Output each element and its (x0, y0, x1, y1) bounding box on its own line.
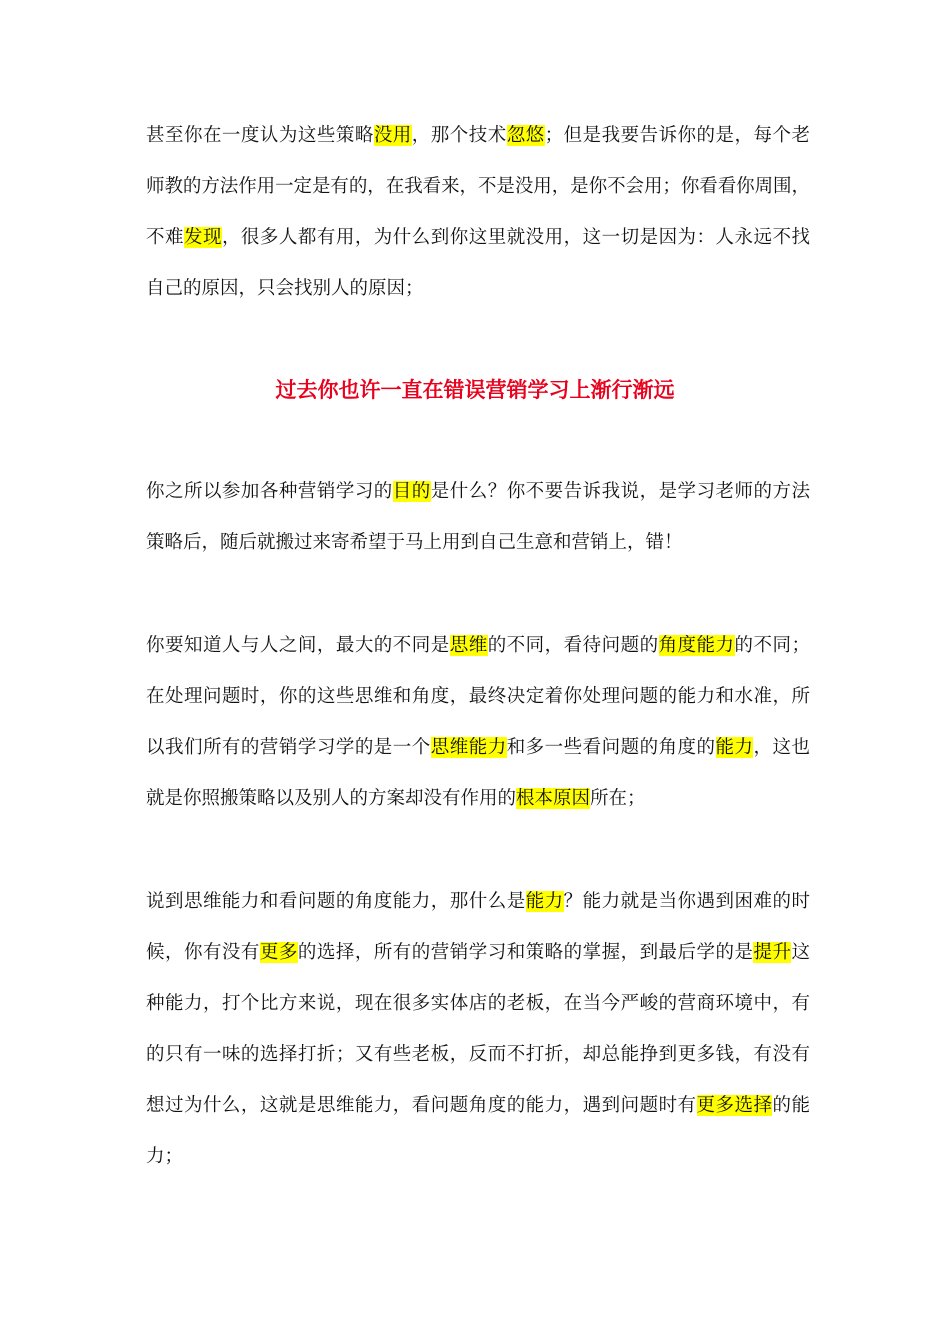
text-run: ，很多人都有用，为什么到你这里就没用，这一切是因为：人永远不找 (221, 227, 810, 248)
text-run: 说到思维能力和看问题的角度能力，那什么是 (146, 891, 526, 912)
text-run: 的只有一味的选择打折；又有些老板，反而不打折，却总能挣到更多钱，有没有 (146, 1044, 810, 1065)
paragraph-3 (146, 620, 810, 824)
paragraph-2 (146, 466, 810, 568)
text-run: 师教的方法作用一定是有的，在我看来，不是没用，是你不会用；你看看你周围， (146, 176, 810, 197)
text-run: 不难 (146, 227, 184, 248)
text-line (146, 671, 810, 722)
text-line (146, 773, 810, 824)
section-heading: 过去你也许一直在错误营销学习上渐行渐远 (275, 377, 675, 402)
text-run: 自己的原因，只会找别人的原因； (146, 278, 424, 299)
text-run: ？能力就是当你遇到困难的时 (563, 891, 810, 912)
text-line (146, 466, 810, 517)
text-run: 以我们所有的营销学习学的是一个 (146, 737, 431, 758)
highlighted-text: 没用 (373, 125, 412, 146)
text-line (146, 1029, 810, 1080)
highlighted-text: 发现 (183, 227, 222, 248)
text-line (146, 110, 810, 161)
text-line (146, 722, 810, 773)
text-run: 种能力，打个比方来说，现在很多实体店的老板，在当今严峻的营商环境中，有 (146, 993, 810, 1014)
text-run: 的选择，所有的营销学习和策略的掌握，到最后学的是 (297, 942, 754, 963)
text-line (146, 517, 810, 568)
text-run: 甚至你在一度认为这些策略 (146, 125, 374, 146)
text-line (146, 620, 810, 671)
highlighted-text: 角度能力 (658, 635, 735, 656)
text-line (146, 263, 810, 314)
text-run: 就是你照搬策略以及别人的方案却没有作用的 (146, 788, 517, 809)
text-run: 你之所以参加各种营销学习的 (146, 481, 393, 502)
text-line (146, 1080, 810, 1131)
text-run: 你要知道人与人之间，最大的不同是 (146, 635, 450, 656)
paragraph-4 (146, 876, 810, 1182)
highlighted-text: 更多 (259, 942, 298, 963)
text-run: ，这也 (753, 737, 810, 758)
text-run: 的不同，看待问题的 (487, 635, 659, 656)
text-run: 的不同； (734, 635, 810, 656)
highlighted-text: 思维能力 (430, 737, 507, 758)
highlighted-text: 提升 (753, 942, 792, 963)
text-run: ，那个技术 (411, 125, 507, 146)
highlighted-text: 更多选择 (696, 1095, 773, 1116)
text-run: 是什么？你不要告诉我说，是学习老师的方法 (430, 481, 810, 502)
text-line (146, 927, 810, 978)
highlighted-text: 能力 (715, 737, 754, 758)
text-run: 所在； (590, 788, 646, 809)
highlighted-text: 目的 (392, 481, 431, 502)
text-line (146, 876, 810, 927)
text-run: 候，你有没有 (146, 942, 260, 963)
text-line (146, 212, 810, 263)
text-run: 的能 (772, 1095, 810, 1116)
text-run: ；但是我要告诉你的是，每个老 (544, 125, 810, 146)
text-line (146, 161, 810, 212)
text-run: 这 (791, 942, 810, 963)
text-line (146, 978, 810, 1029)
highlighted-text: 思维 (449, 635, 488, 656)
highlighted-text: 根本原因 (516, 788, 591, 809)
text-run: 在处理问题时，你的这些思维和角度，最终决定着你处理问题的能力和水准，所 (146, 686, 810, 707)
paragraph-1 (146, 110, 810, 314)
text-run: 和多一些看问题的角度的 (506, 737, 716, 758)
highlighted-text: 能力 (525, 891, 564, 912)
highlighted-text: 忽悠 (506, 125, 545, 146)
text-run: 力； (146, 1146, 184, 1167)
text-run: 想过为什么，这就是思维能力，看问题角度的能力，遇到问题时有 (146, 1095, 697, 1116)
text-run: 策略后，随后就搬过来寄希望于马上用到自己生意和营销上，错！ (146, 532, 683, 553)
text-line (146, 1131, 810, 1182)
